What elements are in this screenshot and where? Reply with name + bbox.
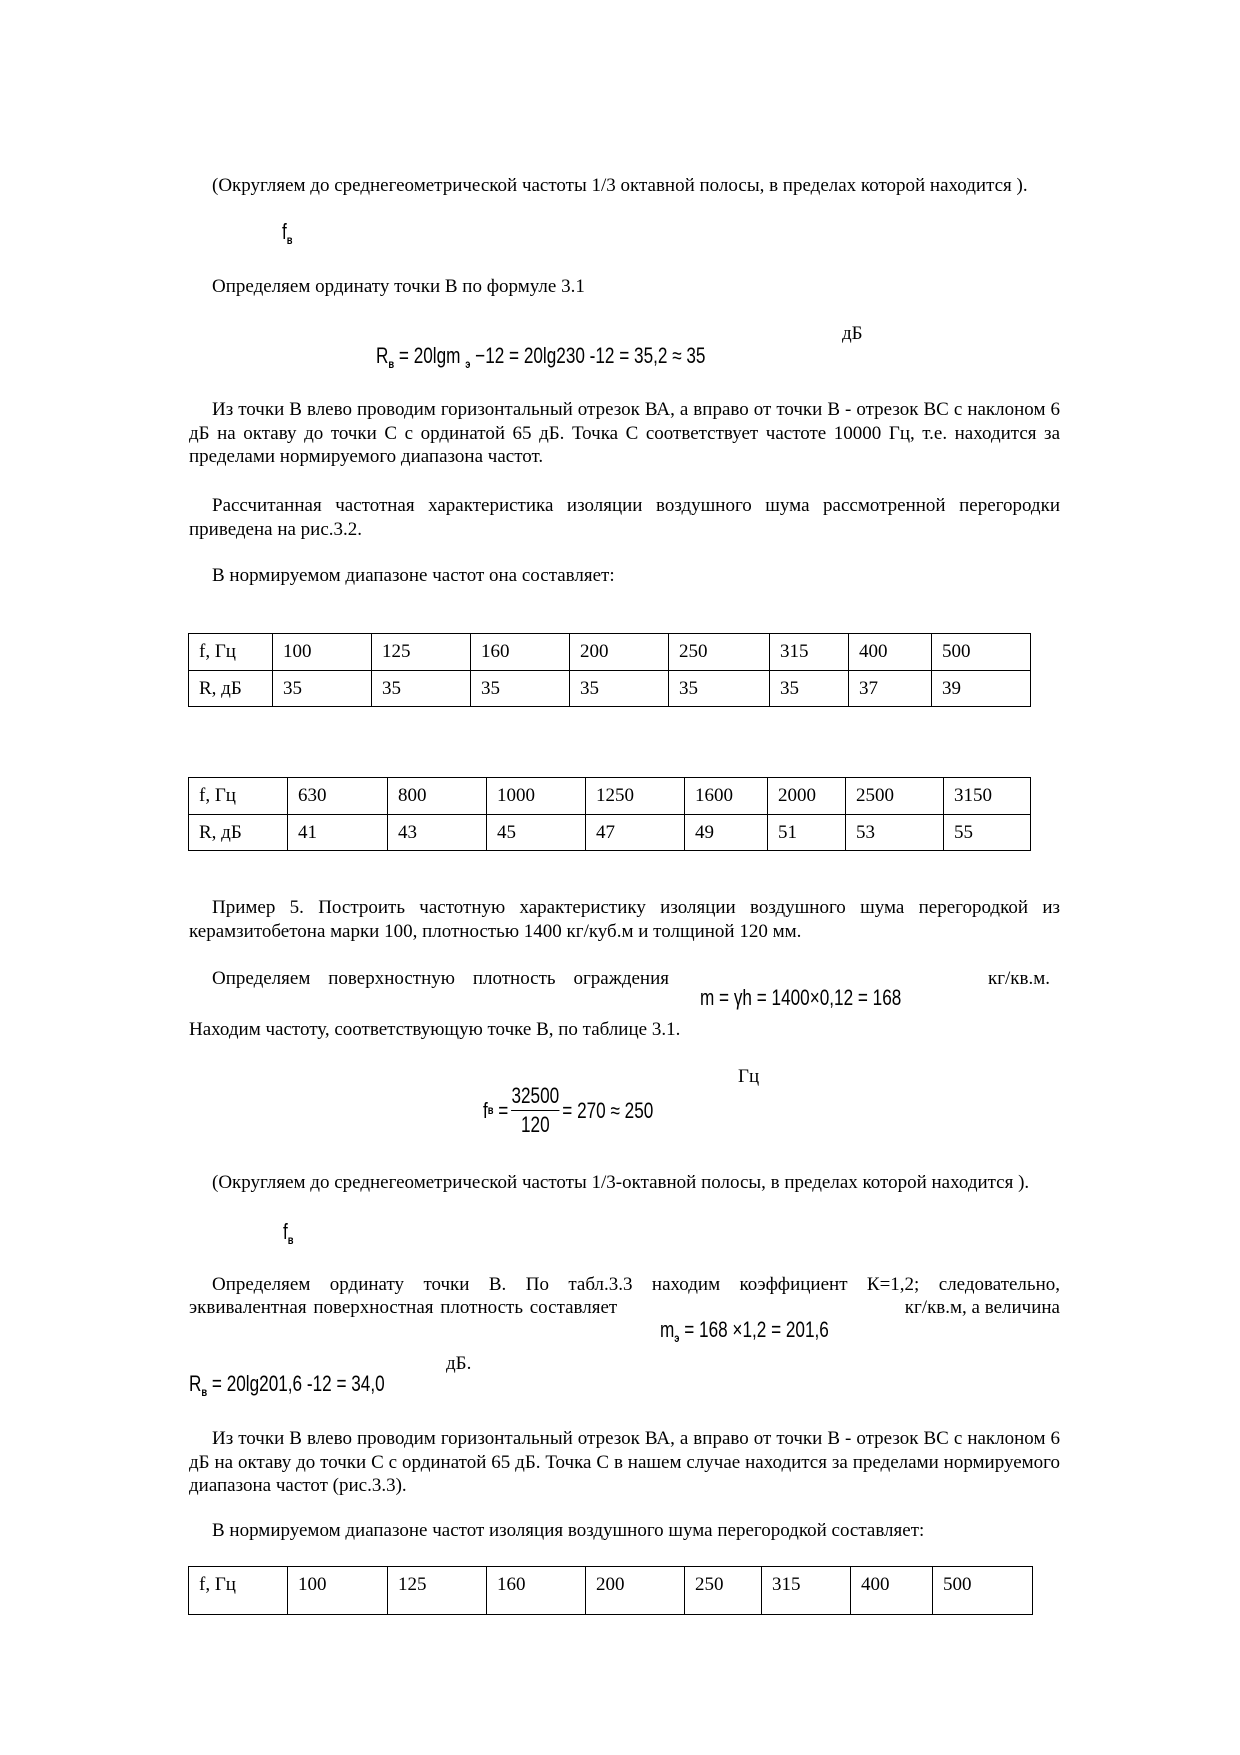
formula-part: = 20lg201,6 -12 = 34,0 xyxy=(207,1371,385,1396)
cell: 41 xyxy=(288,814,388,851)
formula-fb-1 xyxy=(282,220,293,253)
cell: 125 xyxy=(388,1567,487,1615)
row-header: f, Гц xyxy=(189,1567,288,1615)
cell: 400 xyxy=(849,634,932,671)
cell: 35 xyxy=(669,670,770,707)
paragraph-segments-2: Из точки В влево проводим горизонтальный отрезок ВА, а вправо от точки В - отрезок ВС с наклоном 6 дБ на октаву до точки С с ординатой 65 дБ. Точка С в нашем случае находится за пределами нормируемого диапазона частот (рис.3.3). xyxy=(189,1428,1060,1496)
text: эквивалентная поверхностная плотность составляет xyxy=(189,1297,618,1318)
symbol: m xyxy=(660,1317,675,1342)
paragraph-characteristic: Рассчитанная частотная характеристика изоляции воздушного шума рассмотренной перегородки приведена на рис.3.2. xyxy=(189,495,1060,540)
subscript: в xyxy=(286,233,293,247)
formula-m: m = γh = 1400×0,12 = 168 xyxy=(700,985,902,1010)
symbol: f xyxy=(282,219,287,244)
subscript: э xyxy=(674,1331,680,1345)
cell: 53 xyxy=(846,814,944,851)
cell: 55 xyxy=(944,814,1031,851)
formula-rb xyxy=(376,344,705,377)
subscript: в xyxy=(287,1233,294,1247)
text: кг/кв.м, а величина xyxy=(904,1297,1060,1318)
cell: 315 xyxy=(762,1567,851,1615)
unit-hz: Гц xyxy=(738,1066,760,1087)
cell: 200 xyxy=(570,634,669,671)
cell: 500 xyxy=(932,634,1031,671)
formula-fb-calc xyxy=(483,1082,653,1139)
table-row xyxy=(189,634,1031,671)
cell: 35 xyxy=(770,670,849,707)
paragraph-segments: Из точки В влево проводим горизонтальный отрезок ВА, а вправо от точки В - отрезок ВС с наклоном 6 дБ на октаву до точки С с ординатой 65 дБ. Точка С соответствует частоте 10000 Гц, т.е. находится за пределами нормируемого диапазона частот. xyxy=(189,399,1060,467)
row-header: R, дБ xyxy=(189,814,288,851)
cell: 35 xyxy=(471,670,570,707)
cell: 51 xyxy=(768,814,846,851)
paragraph-density: Определяем поверхностную плотность ограждения xyxy=(212,968,669,989)
cell: 47 xyxy=(586,814,685,851)
formula-fb-2 xyxy=(283,1220,294,1253)
table-1 xyxy=(188,633,1031,707)
symbol: R xyxy=(376,343,389,368)
formula-part: = 20lgm xyxy=(394,343,466,368)
unit-db: дБ xyxy=(842,323,863,344)
table-row xyxy=(189,814,1031,851)
fraction xyxy=(511,1082,559,1139)
paragraph-rounding-1: (Округляем до среднегеометрической частоты 1/3 октавной полосы, в пределах которой находится ). xyxy=(212,175,1028,196)
paragraph-find-frequency: Находим частоту, соответствующую точке В, по таблице 3.1. xyxy=(189,1019,681,1040)
unit-db-2: дБ. xyxy=(446,1353,472,1374)
cell: 315 xyxy=(770,634,849,671)
cell: 43 xyxy=(388,814,487,851)
cell: 160 xyxy=(487,1567,586,1615)
paragraph-ordinate: Определяем ординату точки В по формуле 3.1 xyxy=(212,276,585,297)
unit-kg-m2: кг/кв.м. xyxy=(988,968,1051,989)
cell: 400 xyxy=(851,1567,933,1615)
cell: 100 xyxy=(288,1567,388,1615)
cell: 1250 xyxy=(586,778,685,815)
cell: 3150 xyxy=(944,778,1031,815)
formula-rb-2 xyxy=(189,1372,385,1405)
symbol: f xyxy=(483,1097,488,1123)
cell: 35 xyxy=(570,670,669,707)
table-row xyxy=(189,1567,1033,1615)
cell: 800 xyxy=(388,778,487,815)
cell: 630 xyxy=(288,778,388,815)
paragraph-example-5: Пример 5. Построить частотную характеристику изоляции воздушного шума перегородкой из керамзитобетона марки 100, плотностью 1400 кг/куб.м и толщиной 120 мм. xyxy=(189,897,1060,942)
row-header: R, дБ xyxy=(189,670,273,707)
cell: 39 xyxy=(932,670,1031,707)
table-row xyxy=(189,778,1031,815)
subscript: в xyxy=(388,357,395,371)
cell: 37 xyxy=(849,670,932,707)
numerator: 32500 xyxy=(511,1082,559,1111)
paragraph-range: В нормируемом диапазоне частот она составляет: xyxy=(212,565,615,586)
cell: 1000 xyxy=(487,778,586,815)
formula-part: = 270 ≈ 250 xyxy=(562,1097,654,1123)
cell: 1600 xyxy=(685,778,768,815)
cell: 100 xyxy=(273,634,372,671)
table-3 xyxy=(188,1566,1033,1615)
symbol: f xyxy=(283,1219,288,1244)
formula-me xyxy=(660,1318,829,1351)
cell: 125 xyxy=(372,634,471,671)
cell: 35 xyxy=(273,670,372,707)
paragraph-range-2: В нормируемом диапазоне частот изоляция воздушного шума перегородкой составляет: xyxy=(212,1520,925,1541)
cell: 500 xyxy=(933,1567,1033,1615)
cell: 35 xyxy=(372,670,471,707)
paragraph-rounding-2: (Округляем до среднегеометрической частоты 1/3-октавной полосы, в пределах которой находится ). xyxy=(212,1172,1030,1193)
cell: 200 xyxy=(586,1567,685,1615)
formula-part: = 168 ×1,2 = 201,6 xyxy=(679,1317,829,1342)
cell: 250 xyxy=(685,1567,762,1615)
cell: 45 xyxy=(487,814,586,851)
paragraph-equivalent xyxy=(189,1296,1060,1320)
denominator: 120 xyxy=(521,1112,550,1137)
subscript: в xyxy=(487,1102,494,1117)
table-row xyxy=(189,670,1031,707)
paragraph-coefficient: Определяем ординату точки В. По табл.3.3 находим коэффициент К=1,2; следовательно, xyxy=(212,1274,1060,1295)
cell: 160 xyxy=(471,634,570,671)
row-header: f, Гц xyxy=(189,634,273,671)
equals: = xyxy=(493,1097,509,1123)
row-header: f, Гц xyxy=(189,778,288,815)
cell: 2000 xyxy=(768,778,846,815)
cell: 49 xyxy=(685,814,768,851)
cell: 2500 xyxy=(846,778,944,815)
symbol: R xyxy=(189,1371,202,1396)
formula-part: −12 = 20lg230 -12 = 35,2 ≈ 35 xyxy=(470,343,706,368)
subscript: э xyxy=(465,357,471,371)
subscript: в xyxy=(201,1385,208,1399)
table-2 xyxy=(188,777,1031,851)
cell: 250 xyxy=(669,634,770,671)
